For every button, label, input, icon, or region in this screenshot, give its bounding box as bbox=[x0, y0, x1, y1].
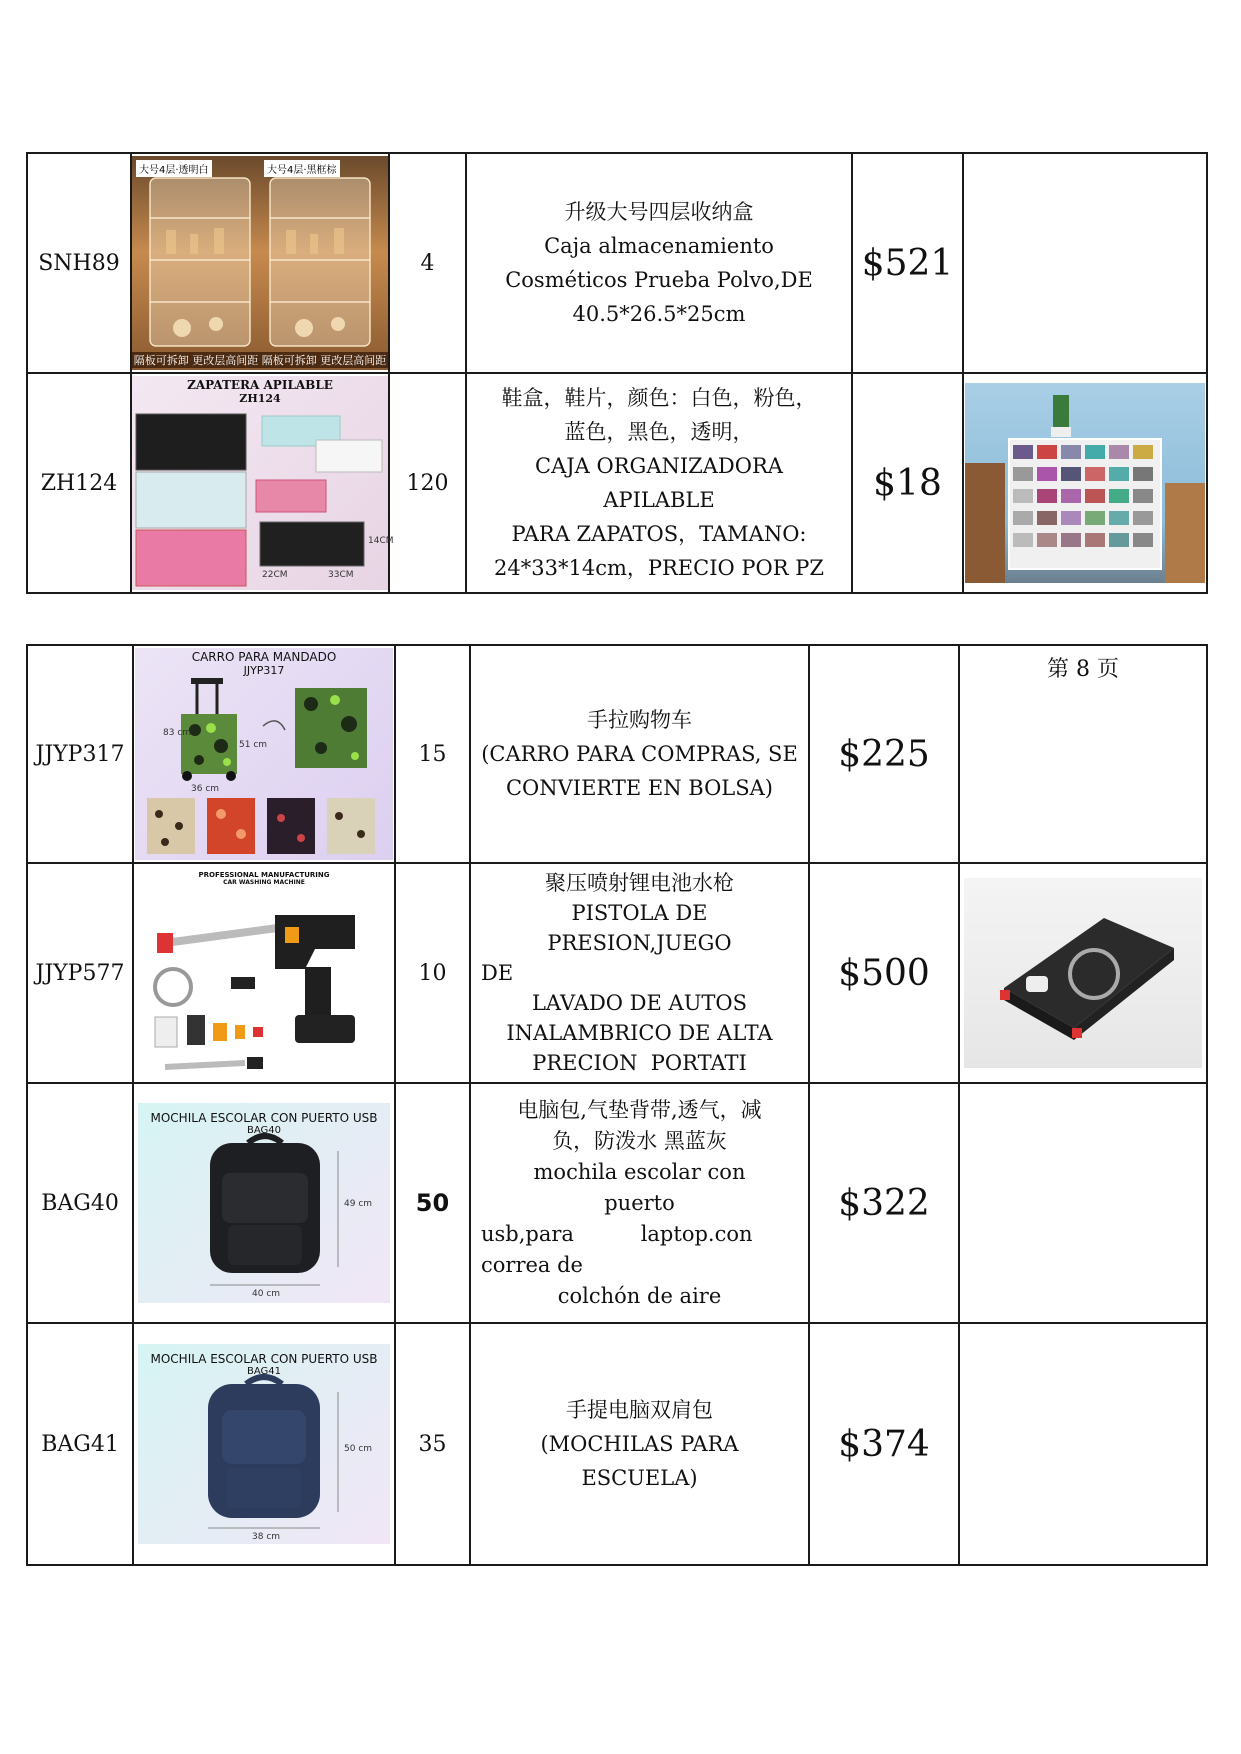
product-qty: 35 bbox=[395, 1323, 470, 1565]
extra-photo-cell bbox=[959, 1083, 1207, 1323]
desc-line: 聚压喷射锂电池水枪 bbox=[545, 871, 734, 895]
product-description bbox=[466, 153, 852, 373]
dimension-label: 22CM bbox=[262, 570, 288, 580]
shoe-box-photo bbox=[132, 376, 394, 590]
product-code: JJYP577 bbox=[27, 863, 133, 1083]
desc-line: Cosméticos Prueba Polvo,DE bbox=[505, 268, 813, 292]
product-price: $322 bbox=[809, 1083, 959, 1323]
table-row bbox=[27, 1083, 1207, 1323]
shopping-cart-photo bbox=[135, 648, 393, 860]
product-qty: 15 bbox=[395, 645, 470, 863]
product-price: $500 bbox=[809, 863, 959, 1083]
product-price: $521 bbox=[852, 153, 963, 373]
product-description bbox=[470, 863, 809, 1083]
photo-title: MOCHILA ESCOLAR CON PUERTO USB bbox=[150, 1111, 378, 1125]
desc-line: DE bbox=[481, 961, 514, 985]
dimension-label: 40 cm bbox=[252, 1289, 281, 1299]
photo-subtitle: JJYP317 bbox=[243, 664, 285, 677]
dimension-label: 33CM bbox=[328, 570, 354, 580]
desc-line: CAJA ORGANIZADORA APILABLE bbox=[535, 454, 783, 512]
desc-line: PARA ZAPATOS，TAMANO: bbox=[511, 522, 807, 546]
desc-line: 40.5*26.5*25cm bbox=[572, 302, 746, 326]
table-row bbox=[27, 373, 1207, 593]
dimension-label: 38 cm bbox=[252, 1532, 281, 1542]
photo-subtitle: BAG40 bbox=[247, 1125, 281, 1136]
table-row bbox=[27, 863, 1207, 1083]
photo-subtitle: ZH124 bbox=[239, 392, 281, 405]
extra-photo-cell bbox=[959, 1323, 1207, 1565]
table-row bbox=[27, 153, 1207, 373]
product-photo-cell bbox=[131, 373, 394, 593]
product-code: BAG40 bbox=[27, 1083, 133, 1323]
product-price: $374 bbox=[809, 1323, 959, 1565]
product-photo-cell bbox=[133, 863, 395, 1083]
carry-case-illustration bbox=[964, 878, 1202, 1068]
dimension-label: 36 cm bbox=[191, 784, 220, 794]
dimension-label: 83 cm bbox=[163, 728, 192, 738]
desc-line: mochila escolar con bbox=[533, 1159, 746, 1184]
desc-line: LAVADO DE AUTOS bbox=[531, 991, 747, 1015]
storage-box-photo bbox=[132, 156, 388, 370]
backpack-blue-photo bbox=[138, 1344, 390, 1544]
product-qty: 120 bbox=[389, 373, 466, 593]
desc-line: puerto bbox=[604, 1190, 675, 1215]
desc-line: 负，防泼水 黑蓝灰 bbox=[552, 1128, 727, 1153]
product-description bbox=[466, 373, 852, 593]
page-number: 第 8 页 bbox=[959, 645, 1207, 863]
desc-line: (CARRO PARA COMPRAS, SE bbox=[481, 742, 798, 766]
product-description bbox=[470, 1083, 809, 1323]
desc-line: PISTOLA DE PRESION,JUEGO bbox=[547, 901, 732, 955]
photo-footer: 隔板可拆卸 更改层高间距 隔板可拆卸 更改层高间距 bbox=[133, 354, 387, 367]
photo-title: CARRO PARA MANDADO bbox=[191, 650, 337, 664]
product-description bbox=[470, 645, 809, 863]
desc-line: 手提电脑双肩包 bbox=[566, 1398, 713, 1422]
desc-line: Caja almacenamiento bbox=[544, 234, 774, 258]
photo-tag: 大号4层·透明白 bbox=[136, 160, 212, 177]
product-code: ZH124 bbox=[27, 373, 131, 593]
photo-tag: 大号4层·黑框棕 bbox=[264, 160, 340, 177]
washer-gun-illustration bbox=[135, 867, 393, 1079]
dimension-label: 14CM bbox=[368, 536, 394, 546]
desc-line: 升级大号四层收纳盒 bbox=[564, 200, 754, 224]
extra-photo-cell bbox=[959, 863, 1207, 1083]
desc-line: 蓝色，黑色，透明， bbox=[564, 420, 754, 444]
desc-line: 手拉购物车 bbox=[587, 708, 692, 732]
pressure-washer-photo bbox=[135, 867, 393, 1079]
product-table-1 bbox=[26, 152, 1208, 594]
photo-title: PROFESSIONAL MANUFACTURING bbox=[198, 871, 330, 879]
table-row bbox=[27, 645, 1207, 863]
dimension-label: 49 cm bbox=[344, 1199, 373, 1209]
photo-title: MOCHILA ESCOLAR CON PUERTO USB bbox=[150, 1352, 378, 1366]
product-price: $18 bbox=[852, 373, 963, 593]
product-price: $225 bbox=[809, 645, 959, 863]
photo-subtitle: CAR WASHING MACHINE bbox=[223, 879, 305, 886]
washer-case-photo bbox=[964, 878, 1202, 1068]
photo-subtitle: BAG41 bbox=[247, 1366, 281, 1377]
desc-line: (MOCHILAS PARA ESCUELA) bbox=[540, 1432, 739, 1490]
product-qty: 10 bbox=[395, 863, 470, 1083]
photo-title: ZAPATERA APILABLE bbox=[187, 378, 333, 392]
product-photo-cell bbox=[133, 1083, 395, 1323]
product-photo-cell bbox=[133, 645, 395, 863]
desc-line: INALAMBRICO DE ALTA bbox=[506, 1021, 773, 1045]
cart-illustration bbox=[135, 648, 393, 860]
shoe-shelf-illustration bbox=[965, 383, 1205, 583]
desc-line: CONVIERTE EN BOLSA) bbox=[505, 776, 773, 800]
desc-line: PRECION PORTATI bbox=[532, 1051, 747, 1075]
product-code: SNH89 bbox=[27, 153, 131, 373]
product-table-2 bbox=[26, 644, 1208, 1566]
table-row bbox=[27, 1323, 1207, 1565]
storage-drawers-illustration bbox=[132, 156, 388, 370]
product-qty: 50 bbox=[395, 1083, 470, 1323]
extra-photo-cell bbox=[963, 373, 1207, 593]
product-photo-cell bbox=[131, 153, 389, 373]
backpack-black-photo bbox=[138, 1103, 390, 1303]
product-code: JJYP317 bbox=[27, 645, 133, 863]
shoe-shelf-photo bbox=[965, 383, 1205, 583]
desc-line: usb,para laptop.con bbox=[481, 1221, 753, 1246]
dimension-label: 51 cm bbox=[239, 740, 268, 750]
product-qty: 4 bbox=[389, 153, 466, 373]
dimension-label: 50 cm bbox=[344, 1444, 373, 1454]
product-description bbox=[470, 1323, 809, 1565]
desc-line: 24*33*14cm，PRECIO POR PZ bbox=[494, 556, 824, 580]
product-code: BAG41 bbox=[27, 1323, 133, 1565]
desc-line: colchón de aire bbox=[557, 1283, 722, 1308]
extra-photo-cell bbox=[963, 153, 1207, 373]
desc-line: correa de bbox=[481, 1252, 583, 1277]
desc-line: 电脑包,气垫背带,透气，减 bbox=[517, 1097, 762, 1122]
shoe-boxes-illustration bbox=[132, 376, 388, 590]
product-photo-cell bbox=[133, 1323, 395, 1565]
desc-line: 鞋盒，鞋片，颜色：白色，粉色， bbox=[501, 386, 817, 410]
